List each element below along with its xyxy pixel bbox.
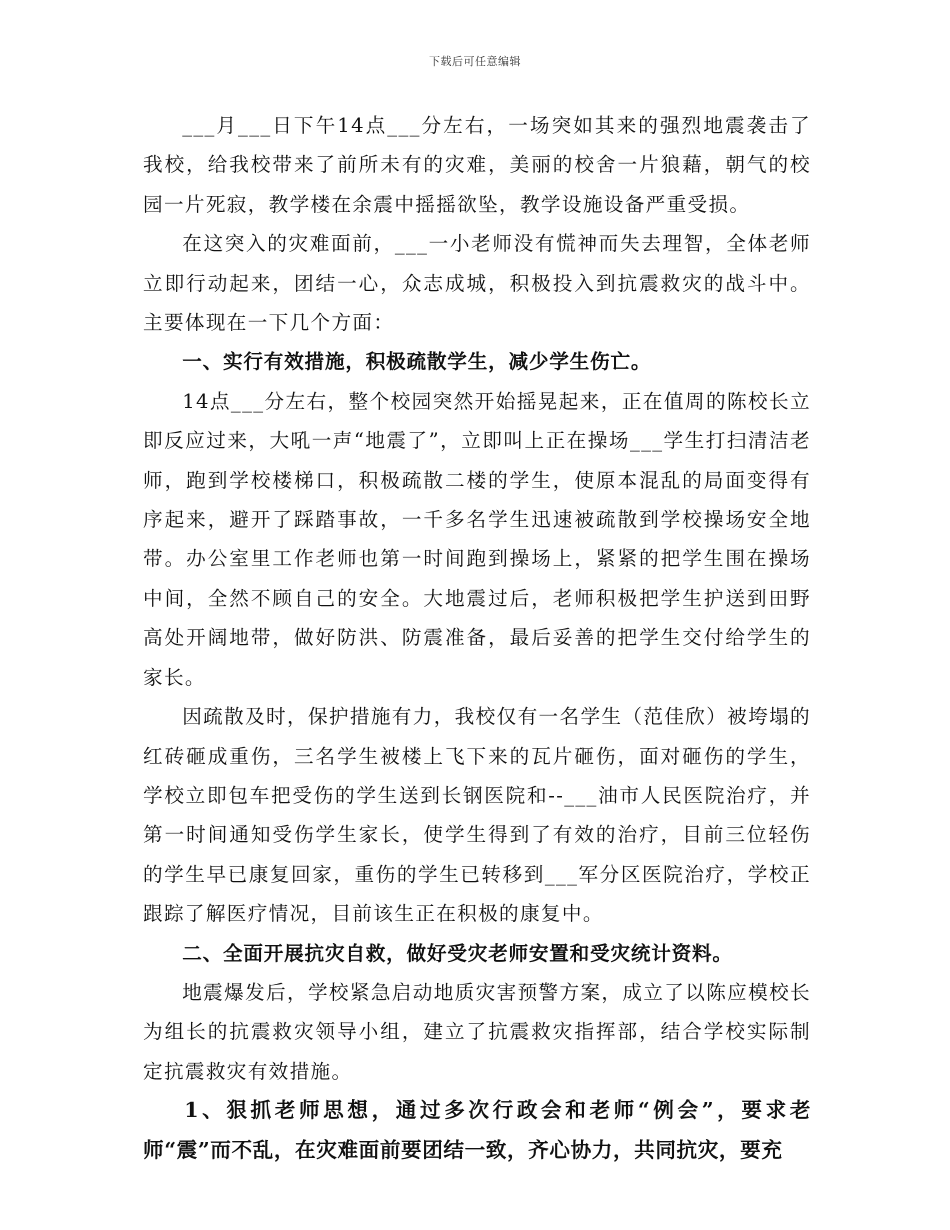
heading-section-one: 一、实行有效措施，积极疏散学生，减少学生伤亡。 — [182, 350, 652, 374]
heading-section-two: 二、全面开展抗灾自救，做好受灾老师安置和受灾统计资料。 — [182, 941, 733, 965]
paragraph-injuries: 因疏散及时，保护措施有力，我校仅有一名学生（范佳欣）被垮塌的红砖砸成重伤，三名学生被楼上飞下来的瓦片砸伤，面对砸伤的学生，学校立即包车把受伤的学生送到长钢医院和--___油市人民医院治疗，并第一时间通知受伤学生家长，使学生得到了有效的治疗，目前三位轻伤的学生早已康复回家，重伤的学生已转移到___军分区医院治疗，学校正跟踪了解医疗情况，目前该生正在积极的康复中。 — [143, 705, 811, 926]
paragraph-evacuation: 14点___分左右，整个校园突然开始摇晃起来，正在值周的陈校长立即反应过来，大吼一声“地震了”，立即叫上正在操场___学生打扫清洁老师，跑到学校楼梯口，积极疏散二楼的学生，使原本混乱的局面变得有序起来，避开了踩踏事故，一千多名学生迅速被疏散到学校操场安全地带。办公室里工作老师也第一时间跑到操场上，紧紧的把学生围在操场中间，全然不顾自己的安全。大地震过后，老师积极把学生护送到田野高处开阔地带，做好防洪、防震准备，最后妥善的把学生交付给学生的家长。 — [143, 389, 811, 689]
paragraph-teachers-response: 在这突入的灾难面前，___一小老师没有慌神而失去理智，全体老师立即行动起来，团结一心，众志成城，积极投入到抗震救灾的战斗中。主要体现在一下几个方面： — [143, 232, 811, 335]
paragraph-emergency-plan: 地震爆发后，学校紧急启动地质灾害预警方案，成立了以陈应模校长为组长的抗震救灾领导小组，建立了抗震救灾指挥部，结合学校实际制定抗震救灾有效措施。 — [143, 980, 811, 1083]
paragraph-item-one: 1、狠抓老师思想，通过多次行政会和老师“例会”，要求老师“震”而不乱，在灾难面前要团结一致，齐心协力，共同抗灾，要充 — [143, 1098, 811, 1162]
page-header: 下载后可任意编辑 — [429, 55, 521, 68]
paragraph-earthquake-intro: ___月___日下午14点___分左右，一场突如其来的强烈地震袭击了我校，给我校带来了前所未有的灾难，美丽的校舍一片狼藉，朝气的校园一片死寂，教学楼在余震中摇摇欲坠，教学设施设备严重受损。 — [143, 114, 811, 216]
document-body — [143, 106, 811, 1170]
